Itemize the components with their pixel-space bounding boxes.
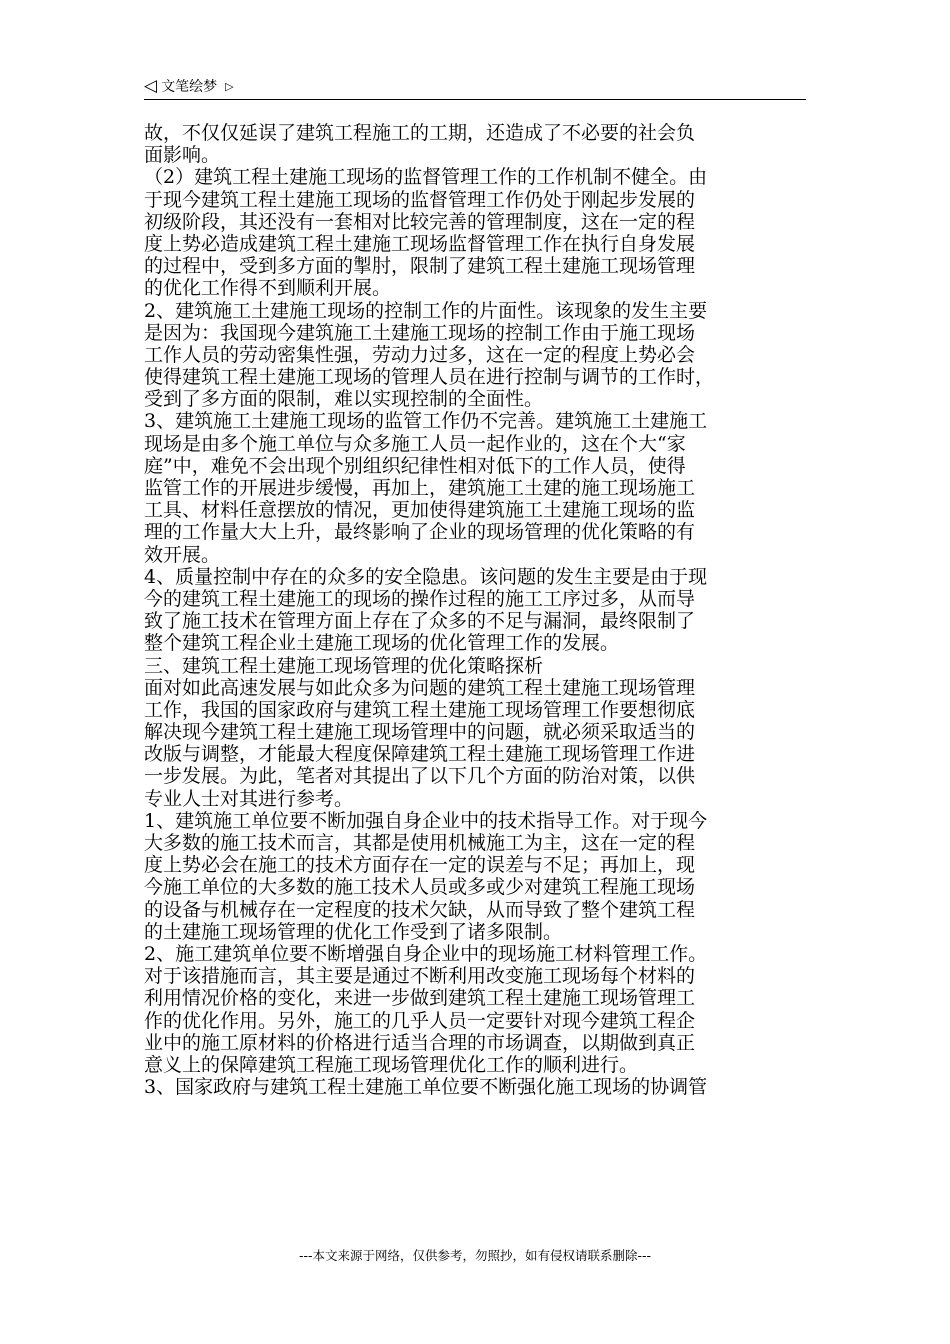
page-header bbox=[144, 74, 806, 98]
text-line: 一步发展。为此，笔者对其提出了以下几个方面的防治对策，以供 bbox=[144, 765, 696, 788]
text-line: 今施工单位的大多数的施工技术人员或多或少对建筑工程施工现场 bbox=[144, 876, 696, 899]
text-line: 于现今建筑工程土建施工现场的监督管理工作仍处于刚起步发展的 bbox=[144, 188, 696, 211]
text-line: 3、国家政府与建筑工程土建施工单位要不断强化施工现场的协调管 bbox=[144, 1076, 708, 1099]
text-line: 面影响。 bbox=[144, 144, 221, 167]
text-line: 初级阶段，其还没有一套相对比较完善的管理制度，这在一定的程 bbox=[144, 210, 696, 233]
text-line: 致了施工技术在管理方面上存在了众多的不足与漏洞，最终限制了 bbox=[144, 610, 696, 633]
text-line: 是因为：我国现今建筑施工土建施工现场的控制工作由于施工现场 bbox=[144, 321, 696, 344]
text-line: 整个建筑工程企业土建施工现场的优化管理工作的发展。 bbox=[144, 632, 620, 655]
triangle-left-outline-icon: ◁ bbox=[144, 75, 158, 96]
text-line: 4、质量控制中存在的众多的安全隐患。该问题的发生主要是由于现 bbox=[144, 565, 708, 588]
text-line: 效开展。 bbox=[144, 543, 221, 566]
text-line: 今的建筑工程土建施工的现场的操作过程的施工工序过多，从而导 bbox=[144, 587, 696, 610]
text-line: 面对如此高速发展与如此众多为问题的建筑工程土建施工现场管理 bbox=[144, 676, 696, 699]
text-line: 2、施工建筑单位要不断增强自身企业中的现场施工材料管理工作。 bbox=[144, 942, 708, 965]
header-divider bbox=[144, 99, 806, 100]
text-line: 工作，我国的国家政府与建筑工程土建施工现场管理工作要想彻底 bbox=[144, 698, 696, 721]
footer-note: ---本文来源于网络，仅供参考，勿照抄，如有侵权请联系删除--- bbox=[298, 1248, 652, 1263]
text-line: 的设备与机械存在一定程度的技术欠缺，从而导致了整个建筑工程 bbox=[144, 898, 696, 921]
text-line: 专业人士对其进行参考。 bbox=[144, 787, 354, 810]
text-line: 故，不仅仅延误了建筑工程施工的工期，还造成了不必要的社会负 bbox=[144, 122, 696, 144]
text-line: 工作人员的劳动密集性强，劳动力过多，这在一定的程度上势必会 bbox=[144, 343, 696, 366]
text-line: 意义上的保障建筑工程施工现场管理优化工作的顺利进行。 bbox=[144, 1053, 639, 1076]
text-line: 三、建筑工程土建施工现场管理的优化策略探析 bbox=[144, 654, 544, 677]
text-line: 3、建筑施工土建施工现场的监管工作仍不完善。建筑施工土建施工 bbox=[144, 410, 708, 433]
text-line: 使得建筑工程土建施工现场的管理人员在进行控制与调节的工作时， bbox=[144, 366, 715, 389]
header-title: 文笔绘梦 bbox=[161, 79, 218, 95]
text-line: 解决现今建筑工程土建施工现场管理中的问题，就必须采取适当的 bbox=[144, 721, 696, 744]
text-line: 的土建施工现场管理的优化工作受到了诸多限制。 bbox=[144, 920, 563, 943]
text-line: 改版与调整，才能最大程度保障建筑工程土建施工现场管理工作进 bbox=[144, 743, 696, 766]
text-line: 现场是由多个施工单位与众多施工人员一起作业的，这在个大“家 bbox=[144, 432, 686, 455]
text-line: 2、建筑施工土建施工现场的控制工作的片面性。该现象的发生主要 bbox=[144, 299, 708, 322]
text-line: （2）建筑工程土建施工现场的监督管理工作的工作机制不健全。由 bbox=[144, 166, 708, 189]
text-line: 作的优化作用。另外，施工的几乎人员一定要针对现今建筑工程企 bbox=[144, 1009, 696, 1032]
document-body bbox=[144, 122, 806, 1098]
text-line: 的过程中，受到多方面的掣肘，限制了建筑工程土建施工现场管理 bbox=[144, 255, 696, 278]
text-line: 庭”中，难免不会出现个别组织纪律性相对低下的工作人员，使得 bbox=[144, 454, 686, 477]
text-line: 大多数的施工技术而言，其都是使用机械施工为主，这在一定的程 bbox=[144, 832, 696, 854]
text-line: 理的工作量大大上升，最终影响了企业的现场管理的优化策略的有 bbox=[144, 521, 696, 544]
text-line: 对于该措施而言，其主要是通过不断利用改变施工现场每个材料的 bbox=[144, 965, 696, 988]
text-line: 度上势必造成建筑工程土建施工现场监督管理工作在执行自身发展 bbox=[144, 232, 696, 255]
text-line: 业中的施工原材料的价格进行适当合理的市场调查，以期做到真正 bbox=[144, 1031, 696, 1054]
text-line: 的优化工作得不到顺利开展。 bbox=[144, 277, 392, 300]
text-line: 度上势必会在施工的技术方面存在一定的误差与不足；再加上，现 bbox=[144, 854, 696, 877]
triangle-right-outline-icon: ▷ bbox=[225, 79, 234, 93]
text-line: 监管工作的开展进步缓慢，再加上，建筑施工土建的施工现场施工 bbox=[144, 477, 696, 499]
text-line: 受到了多方面的限制，难以实现控制的全面性。 bbox=[144, 388, 544, 411]
text-line: 工具、材料任意摆放的情况，更加使得建筑施工土建施工现场的监 bbox=[144, 499, 696, 522]
text-line: 利用情况价格的变化，来进一步做到建筑工程土建施工现场管理工 bbox=[144, 987, 696, 1010]
text-line: 1、建筑施工单位要不断加强自身企业中的技术指导工作。对于现今 bbox=[144, 809, 708, 832]
